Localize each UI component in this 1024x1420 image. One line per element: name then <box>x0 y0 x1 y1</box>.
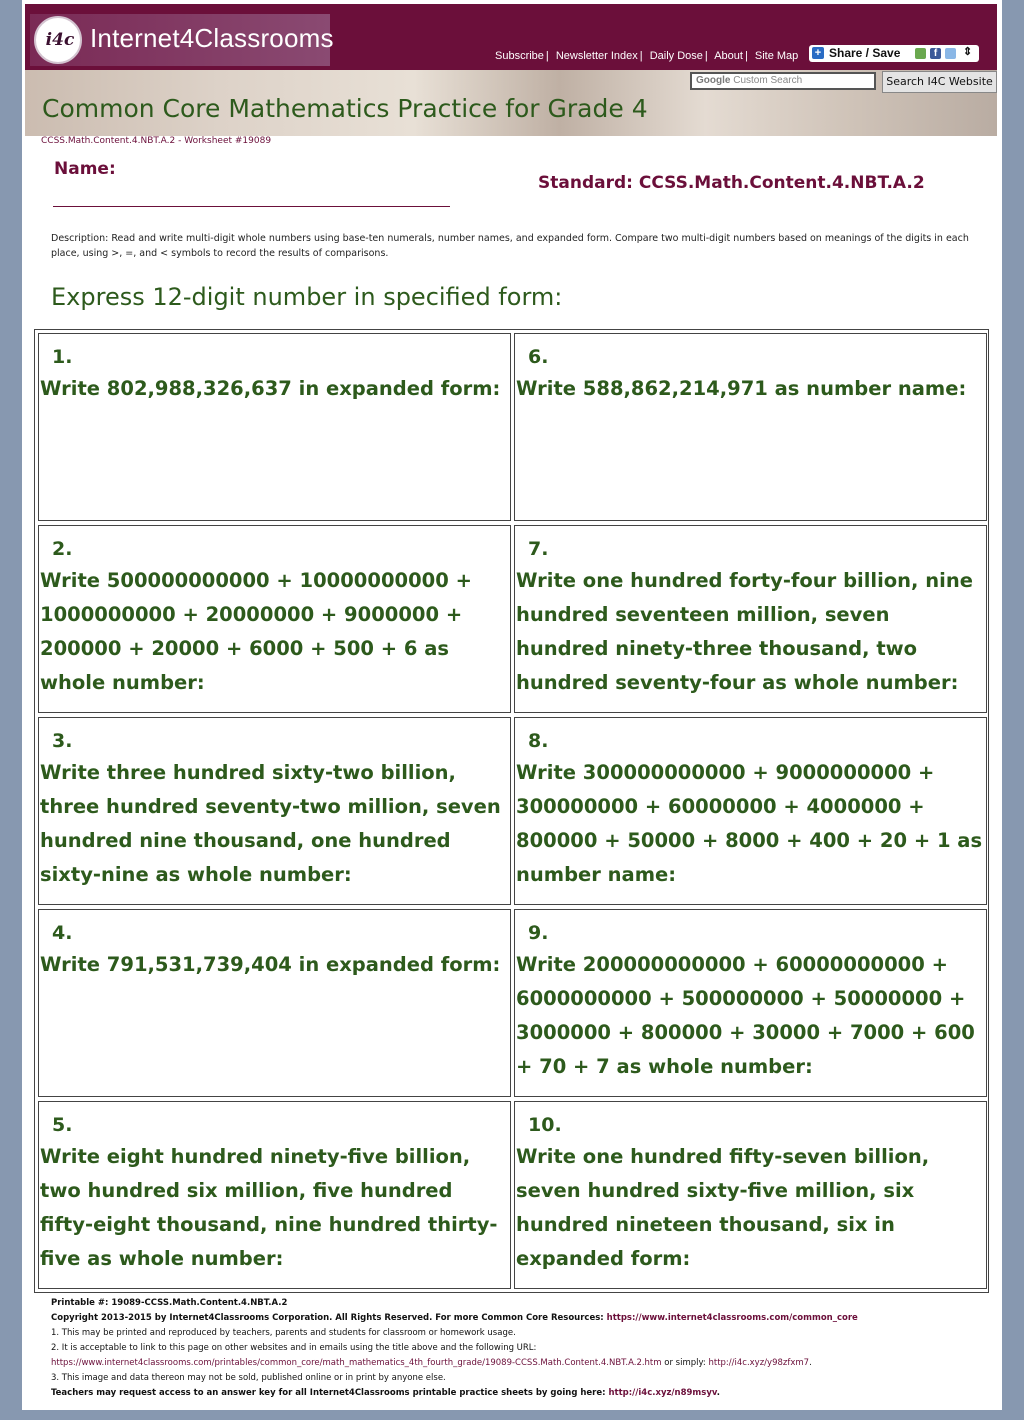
question-number: 1. <box>52 346 73 368</box>
site-logo[interactable] <box>30 14 334 66</box>
question-cell-2 <box>38 525 511 713</box>
description: Description: Read and write multi-digit whole numbers using base-ten numerals, number names, and expanded form. Compare two multi-digit numbers based on meanings of the digits in each place, using >, =, and < symbols to record the results of comparisons. <box>51 233 969 259</box>
question-cell-5 <box>38 1101 511 1289</box>
share-label: Share / Save <box>829 46 901 60</box>
twitter-icon <box>945 48 956 59</box>
question-number: 7. <box>528 538 549 560</box>
nav-about[interactable]: About <box>714 50 743 62</box>
question-number: 8. <box>528 730 549 752</box>
nav-daily-dose[interactable]: Daily Dose <box>649 50 703 62</box>
question-text: Write one hundred forty-four billion, nine hundred seventeen million, seven hundred ninety-three thousand, two hundred seventy-four as whole number: <box>516 569 973 694</box>
search-placeholder: Custom Search <box>733 75 803 86</box>
search-brand: Google <box>696 75 731 86</box>
question-number: 5. <box>52 1114 73 1136</box>
search-input[interactable] <box>690 72 876 90</box>
answer-key-link[interactable]: http://i4c.xyz/n89msyv <box>608 1388 717 1398</box>
share-plus-icon: + <box>812 47 824 59</box>
nav-site-map[interactable]: Site Map <box>754 50 799 62</box>
question-number: 3. <box>52 730 73 752</box>
question-cell-7 <box>514 525 987 713</box>
question-number: 9. <box>528 922 549 944</box>
short-url-link[interactable]: http://i4c.xyz/y98zfxm7 <box>708 1358 810 1368</box>
site-header <box>25 4 997 70</box>
printable-number: Printable #: 19089-CCSS.Math.Content.4.NBT.A.2 <box>51 1298 288 1308</box>
standard-label: Standard: CCSS.Math.Content.4.NBT.A.2 <box>538 173 925 193</box>
question-text: Write 300000000000 + 9000000000 + 300000000 + 60000000 + 4000000 + 800000 + 50000 + 8000 + 400 + 20 + 1 as number name: <box>516 761 983 886</box>
top-nav: Subscribe | Newsletter Index | Daily Dose | About | Site Map <box>495 50 799 62</box>
worksheet-url-link[interactable]: https://www.internet4classrooms.com/printables/common_core/math_mathematics_4th_fourth_grade/19089-CCSS.Math.Content.4.NBT.A.2.htm <box>51 1358 662 1368</box>
logo-mark: i4c <box>45 30 75 50</box>
question-cell-3 <box>38 717 511 905</box>
header-banner <box>25 70 997 136</box>
question-number: 6. <box>528 346 549 368</box>
name-label: Name: <box>54 159 116 179</box>
question-text: Write 802,988,326,637 in expanded form: <box>40 377 501 400</box>
answer-key-text: Teachers may request access to an answer key for all Internet4Classrooms printable practice sheets by going here: <box>51 1388 609 1398</box>
note-3: 3. This image and data thereon may not be sold, published online or in print by anyone else. <box>51 1373 446 1383</box>
share-save-button[interactable] <box>809 45 979 62</box>
question-text: Write 500000000000 + 10000000000 + 1000000000 + 20000000 + 9000000 + 200000 + 20000 + 6000 + 500 + 6 as whole number: <box>40 569 472 694</box>
instructions: Express 12-digit number in specified form: <box>51 283 563 311</box>
question-cell-4 <box>38 909 511 1097</box>
question-text: Write eight hundred ninety-five billion, two hundred six million, five hundred fifty-eight thousand, nine hundred thirty-five as whole number: <box>40 1145 498 1270</box>
question-text: Write one hundred fifty-seven billion, seven hundred sixty-five million, six hundred nineteen thousand, six in expanded form: <box>516 1145 930 1270</box>
question-cell-8 <box>514 717 987 905</box>
nav-newsletter-index[interactable]: Newsletter Index <box>555 50 638 62</box>
site-name: Internet4Classrooms <box>90 23 334 53</box>
question-cell-9 <box>514 909 987 1097</box>
question-cell-6 <box>514 333 987 521</box>
question-text: Write 791,531,739,404 in expanded form: <box>40 953 501 976</box>
nav-subscribe[interactable]: Subscribe <box>495 50 544 62</box>
question-text: Write 200000000000 + 60000000000 + 6000000000 + 500000000 + 50000000 + 3000000 + 800000 + 30000 + 7000 + 600 + 70 + 7 as whole number: <box>516 953 975 1078</box>
note-2-or: or simply: <box>661 1358 709 1368</box>
worksheet-id: CCSS.Math.Content.4.NBT.A.2 - Worksheet #19089 <box>41 136 272 146</box>
question-text: Write three hundred sixty-two billion, three hundred seventy-two million, seven hundred nine thousand, one hundred sixty-nine as whole number: <box>40 761 501 886</box>
question-cell-1 <box>38 333 511 521</box>
common-core-link[interactable]: https://www.internet4classrooms.com/common_core <box>606 1313 858 1323</box>
copyright-text: Copyright 2013-2015 by Internet4Classrooms Corporation. All Rights Reserved. For more Common Core Resources: <box>51 1313 607 1323</box>
question-number: 10. <box>528 1114 562 1136</box>
note-2: 2. It is acceptable to link to this page on other websites and in emails using the title above and the following URL: <box>51 1343 537 1353</box>
page <box>22 0 1002 1410</box>
footer <box>51 1296 991 1401</box>
note-1: 1. This may be printed and reproduced by teachers, parents and students for classroom or homework usage. <box>51 1328 516 1338</box>
logo-badge <box>34 16 82 64</box>
search-button[interactable]: Search I4C Website <box>882 71 997 93</box>
note-2-urls: https://www.internet4classrooms.com/printables/common_core/math_mathematics_4th_fourth_grade/19089-CCSS.Math.Content.4.NBT.A.2.htm or simply: http://i4c.xyz/y98zfxm7. <box>51 1358 812 1368</box>
answer-key-note: Teachers may request access to an answer key for all Internet4Classrooms printable practice sheets by going here: http://i4c.xyz/n89msyv. <box>51 1388 720 1398</box>
page-title: Common Core Mathematics Practice for Grade 4 <box>42 94 648 123</box>
share-dropdown-icon: ⇕ <box>963 46 973 58</box>
copyright <box>51 1311 991 1326</box>
question-text: Write 588,862,214,971 as number name: <box>516 377 967 400</box>
facebook-icon: f <box>930 48 941 59</box>
share-email-icon <box>915 48 926 59</box>
question-number: 4. <box>52 922 73 944</box>
question-grid <box>34 329 989 1293</box>
question-cell-10 <box>514 1101 987 1289</box>
question-number: 2. <box>52 538 73 560</box>
name-line <box>53 206 450 207</box>
